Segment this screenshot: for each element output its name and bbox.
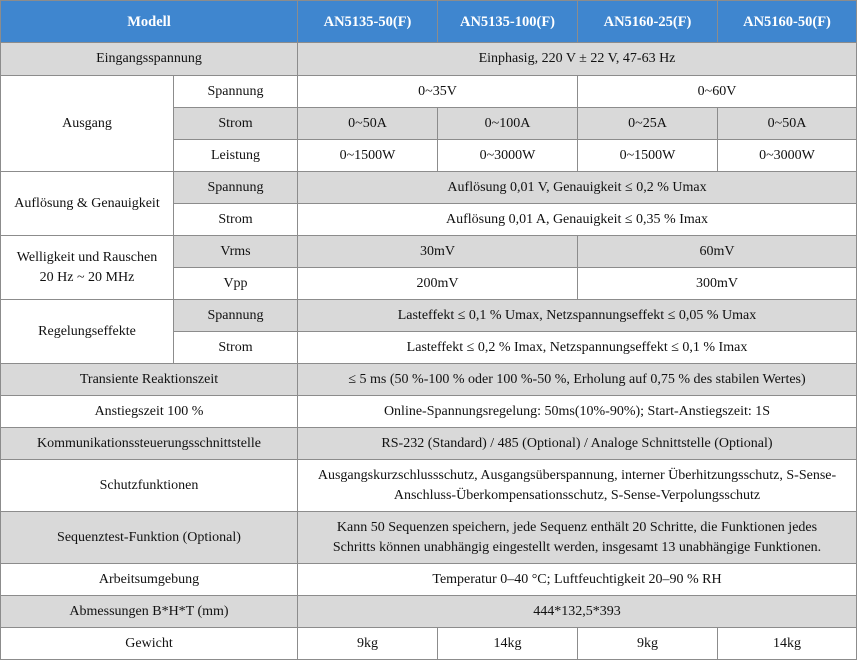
value-regelung-spannung: Lasteffekt ≤ 0,1 % Umax, Netzspannungseffekt ≤ 0,05 % Umax xyxy=(298,300,857,332)
value-aufloesung-strom: Auflösung 0,01 A, Genauigkeit ≤ 0,35 % Imax xyxy=(298,204,857,236)
value-vrms-2: 60mV xyxy=(578,236,857,268)
value-anstieg: Online-Spannungsregelung: 50ms(10%-90%); Start-Anstiegszeit: 1S xyxy=(298,396,857,428)
value-strom-1: 0~50A xyxy=(298,108,438,140)
value-vpp-1: 200mV xyxy=(298,268,578,300)
label-sequenz: Sequenztest-Funktion (Optional) xyxy=(1,512,298,564)
sublabel-aufloesung-spannung: Spannung xyxy=(174,172,298,204)
row-ausgang-spannung xyxy=(1,76,857,108)
value-vrms-1: 30mV xyxy=(298,236,578,268)
sublabel-ausgang-spannung: Spannung xyxy=(174,76,298,108)
sublabel-aufloesung-strom: Strom xyxy=(174,204,298,236)
label-regelung: Regelungseffekte xyxy=(1,300,174,364)
value-gewicht-2: 14kg xyxy=(438,628,578,660)
label-aufloesung: Auflösung & Genauigkeit xyxy=(1,172,174,236)
row-kommunikation xyxy=(1,428,857,460)
value-schutz-line1: Ausgangskurzschlussschutz, Ausgangsüberspannung, interner Überhitzungsschutz, S-Sense- xyxy=(317,467,837,483)
value-abmessungen: 444*132,5*393 xyxy=(298,596,857,628)
label-gewicht: Gewicht xyxy=(1,628,298,660)
header-model-1: AN5135-50(F) xyxy=(298,1,438,43)
row-umgebung xyxy=(1,564,857,596)
row-schutz xyxy=(1,460,857,512)
value-strom-2: 0~100A xyxy=(438,108,578,140)
row-welligkeit-vrms xyxy=(1,236,857,268)
header-model-4: AN5160-50(F) xyxy=(718,1,857,43)
value-sequenz xyxy=(298,512,857,564)
value-ausgang-spannung-1: 0~35V xyxy=(298,76,578,108)
sublabel-ausgang-strom: Strom xyxy=(174,108,298,140)
value-kommunikation: RS-232 (Standard) / 485 (Optional) / Analoge Schnittstelle (Optional) xyxy=(298,428,857,460)
value-leistung-3: 0~1500W xyxy=(578,140,718,172)
header-model-3: AN5160-25(F) xyxy=(578,1,718,43)
value-sequenz-line2: Schritts können unabhängig eingestellt werden, insgesamt 13 unabhängige Funktionen. xyxy=(332,539,822,555)
value-gewicht-3: 9kg xyxy=(578,628,718,660)
label-kommunikation: Kommunikationssteuerungsschnittstelle xyxy=(1,428,298,460)
sublabel-regelung-spannung: Spannung xyxy=(174,300,298,332)
value-leistung-4: 0~3000W xyxy=(718,140,857,172)
header-modell: Modell xyxy=(1,1,298,43)
row-eingang xyxy=(1,43,857,76)
label-welligkeit xyxy=(1,236,174,300)
label-transiente: Transiente Reaktionszeit xyxy=(1,364,298,396)
value-transiente: ≤ 5 ms (50 %-100 % oder 100 %-50 %, Erholung auf 0,75 % des stabilen Wertes) xyxy=(298,364,857,396)
row-sequenz xyxy=(1,512,857,564)
value-gewicht-1: 9kg xyxy=(298,628,438,660)
label-anstieg: Anstiegszeit 100 % xyxy=(1,396,298,428)
header-model-2: AN5135-100(F) xyxy=(438,1,578,43)
value-leistung-2: 0~3000W xyxy=(438,140,578,172)
label-welligkeit-line1: Welligkeit und Rauschen xyxy=(16,249,158,265)
label-schutz: Schutzfunktionen xyxy=(1,460,298,512)
value-umgebung: Temperatur 0–40 °C; Luftfeuchtigkeit 20–90 % RH xyxy=(298,564,857,596)
value-leistung-1: 0~1500W xyxy=(298,140,438,172)
row-aufloesung-spannung xyxy=(1,172,857,204)
value-strom-3: 0~25A xyxy=(578,108,718,140)
value-schutz-line2: Anschluss-Überkompensationsschutz, S-Sense-Verpolungsschutz xyxy=(393,487,761,503)
row-anstieg xyxy=(1,396,857,428)
value-regelung-strom: Lasteffekt ≤ 0,2 % Imax, Netzspannungseffekt ≤ 0,1 % Imax xyxy=(298,332,857,364)
header-row xyxy=(1,1,857,43)
value-vpp-2: 300mV xyxy=(578,268,857,300)
sublabel-ausgang-leistung: Leistung xyxy=(174,140,298,172)
value-aufloesung-spannung: Auflösung 0,01 V, Genauigkeit ≤ 0,2 % Umax xyxy=(298,172,857,204)
value-eingang: Einphasig, 220 V ± 22 V, 47-63 Hz xyxy=(298,43,857,76)
sublabel-vrms: Vrms xyxy=(174,236,298,268)
row-regelung-spannung xyxy=(1,300,857,332)
sublabel-vpp: Vpp xyxy=(174,268,298,300)
label-welligkeit-line2: 20 Hz ~ 20 MHz xyxy=(39,269,135,285)
row-transiente xyxy=(1,364,857,396)
row-gewicht xyxy=(1,628,857,660)
value-gewicht-4: 14kg xyxy=(718,628,857,660)
sublabel-regelung-strom: Strom xyxy=(174,332,298,364)
row-abmessungen xyxy=(1,596,857,628)
label-ausgang: Ausgang xyxy=(1,76,174,172)
value-ausgang-spannung-2: 0~60V xyxy=(578,76,857,108)
label-umgebung: Arbeitsumgebung xyxy=(1,564,298,596)
label-abmessungen: Abmessungen B*H*T (mm) xyxy=(1,596,298,628)
value-sequenz-line1: Kann 50 Sequenzen speichern, jede Sequenz enthält 20 Schritte, die Funktionen jedes xyxy=(336,519,818,535)
label-eingang: Eingangsspannung xyxy=(1,43,298,76)
value-schutz xyxy=(298,460,857,512)
value-strom-4: 0~50A xyxy=(718,108,857,140)
